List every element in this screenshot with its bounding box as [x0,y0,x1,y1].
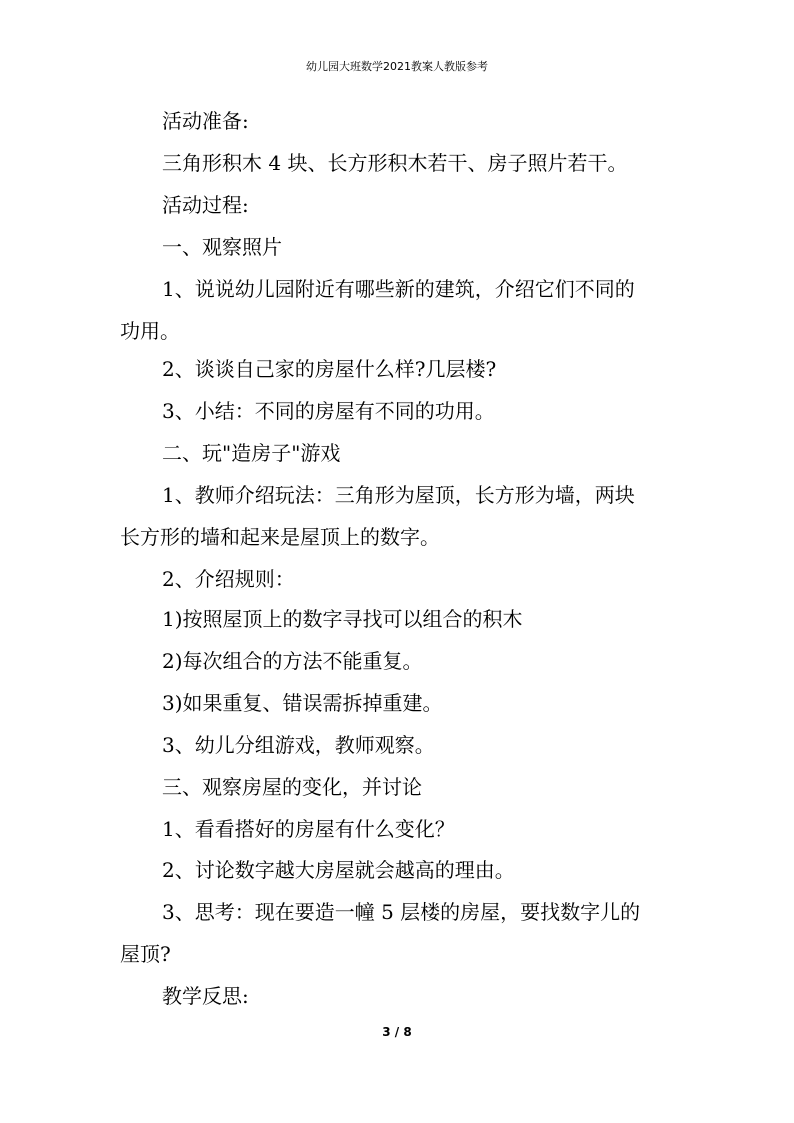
paragraph-line: 3、小结：不同的房屋有不同的功用。 [162,399,495,423]
paragraph-line: 1)按照屋顶上的数字寻找可以组合的积木 [162,607,523,631]
paragraph-line: 三、观察房屋的变化，并讨论 [162,775,422,799]
paragraph-line: 功用。 [120,319,180,343]
paragraph-line: 3)如果重复、错误需拆掉重建。 [162,691,443,715]
paragraph-line: 长方形的墙和起来是屋顶上的数字。 [120,525,440,549]
paragraph-line: 一、观察照片 [162,235,282,259]
paragraph-line: 活动准备: [162,109,249,133]
paragraph-line: 三角形积木 4 块、长方形积木若干、房子照片若干。 [162,151,628,175]
paragraph-line: 屋顶? [120,942,171,966]
paragraph-line: 3、幼儿分组游戏，教师观察。 [162,733,435,757]
page-number: 3 / 8 [382,1025,412,1039]
paragraph-line: 2、谈谈自己家的房屋什么样?几层楼? [162,357,497,381]
paragraph-line: 教学反思: [162,984,249,1008]
paragraph-line: 2、讨论数字越大房屋就会越高的理由。 [162,858,515,882]
paragraph-line: 二、玩"造房子"游戏 [162,441,341,465]
paragraph-line: 活动过程: [162,193,249,217]
paragraph-line: 2)每次组合的方法不能重复。 [162,649,423,673]
paragraph-line: 1、说说幼儿园附近有哪些新的建筑，介绍它们不同的 [162,277,635,301]
paragraph-line: 1、教师介绍玩法：三角形为屋顶，长方形为墙，两块 [162,483,635,507]
page-header: 幼儿园大班数学2021教案人教版参考 [306,60,488,73]
paragraph-line: 3、思考：现在要造一幢 5 层楼的房屋，要找数字儿的 [162,900,641,924]
paragraph-line: 1、看看搭好的房屋有什么变化？ [162,817,455,841]
paragraph-line: 2、介绍规则： [162,567,295,591]
